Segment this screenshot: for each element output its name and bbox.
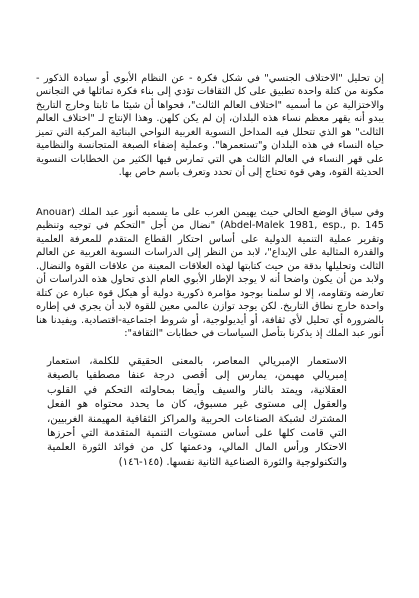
- body-paragraph-1: إن تحليل "الاختلاف الجنسي" في شكل فكرة - عن النظام الأبوي أو سيادة الذكور - مكونة من كتلة واحدة تطبيق على كل الثقافات تؤدي إلى بناء فكرة تماثلها في التجانس والاختزالية عن ما أسميه "اختلاف العالم الثالث"، فحواها أن شيئا ما ثابتا وخارج التاريخ يبدو أنه يقهر معظم نساء هذه البلدان، إن لم يكن كلهن. وهذا الإنتاج لـ "اختلاف العالم الثالث" هو الذي تتحلل فيه المداخل النسوية الغربية النواحي البنائية المركبة التي تميز حياة النساء في هذه البلدان و"تستعمرها". وعملية إضفاء الصبغة المتجانسة والنظامية على قهر النساء في العالم الثالث هي التي تمارس فيها الكثير من الخطابات النسوية الحديثة القوة، وهي قوة تحتاج إلى أن تحدد وتعرف باسم خاص بها.: [36, 73, 384, 179]
- block-quote: الاستعمار الإمبريالي المعاصر، بالمعنى الحقيقي للكلمة، استعمار إمبريالي مهيمن، يمارس إلى أقصى درجة عنفا مصطفيا بالصيغة العقلانية، ويمتد بالنار والسيف وأيضا بمحاولته التحكم في القلوب والعقول إلى مستوى غير مسبوق، كان ما يحدد محتواه هو الفعل المشترك لشبكة الصناعات الحربية والمراكز الثقافية المهيمنة الغربيين، التي قامت كلها على أساس مستويات التنمية المتقدمة التي أحرزها الاحتكار ورأس المال المالي، ودعمتها كل من فوائد الثورة العلمية والتكنولوجية والثورة الصناعية الثانية نفسها. (١٤٥-١٤٦): [47, 356, 347, 468]
- body-paragraph-2: وفي سياق الوضع الحالي حيث يهيمن الغرب على ما يسميه أنور عبد الملك (Anouar Abdel-Malek 1981, esp., p. 145) "نضال من أجل "التحكم في توجيه وتنظيم وتقرير عملية التنمية الدولية على أساس احتكار القطاع المتقدم للمعرفة العلمية والقدرة المثالية على الإبداع"، لابد من النظر إلى الدراسات النسوية الغربية عن العالم الثالث وتحليلها بدقة من حيث كتابتها لهذه العلاقات المعينة من علاقات القوة والنضال. ولابد من أن يكون واضحا أنه لا يوجد الإطار الأبوي العام الذي تحاول هذه الدراسات أن تعارضه وتقاومه، إلا لو سلمنا بوجود مؤامرة ذكورية دولية أو هيكل قوة عبارة عن كتلة واحدة خارج نطاق التاريخ. لكن يوجد توازن عالمي معين للقوة لابد أن يجري في إطاره بالضرورة أي تحليل لأي ثقافة، أو أيديولوجية، أو شروط اجتماعية-اقتصادية. ويفيدنا هنا أنور عبد الملك إذ يذكرنا بتأصل السياسات في خطابات "الثقافة":: [36, 207, 384, 340]
